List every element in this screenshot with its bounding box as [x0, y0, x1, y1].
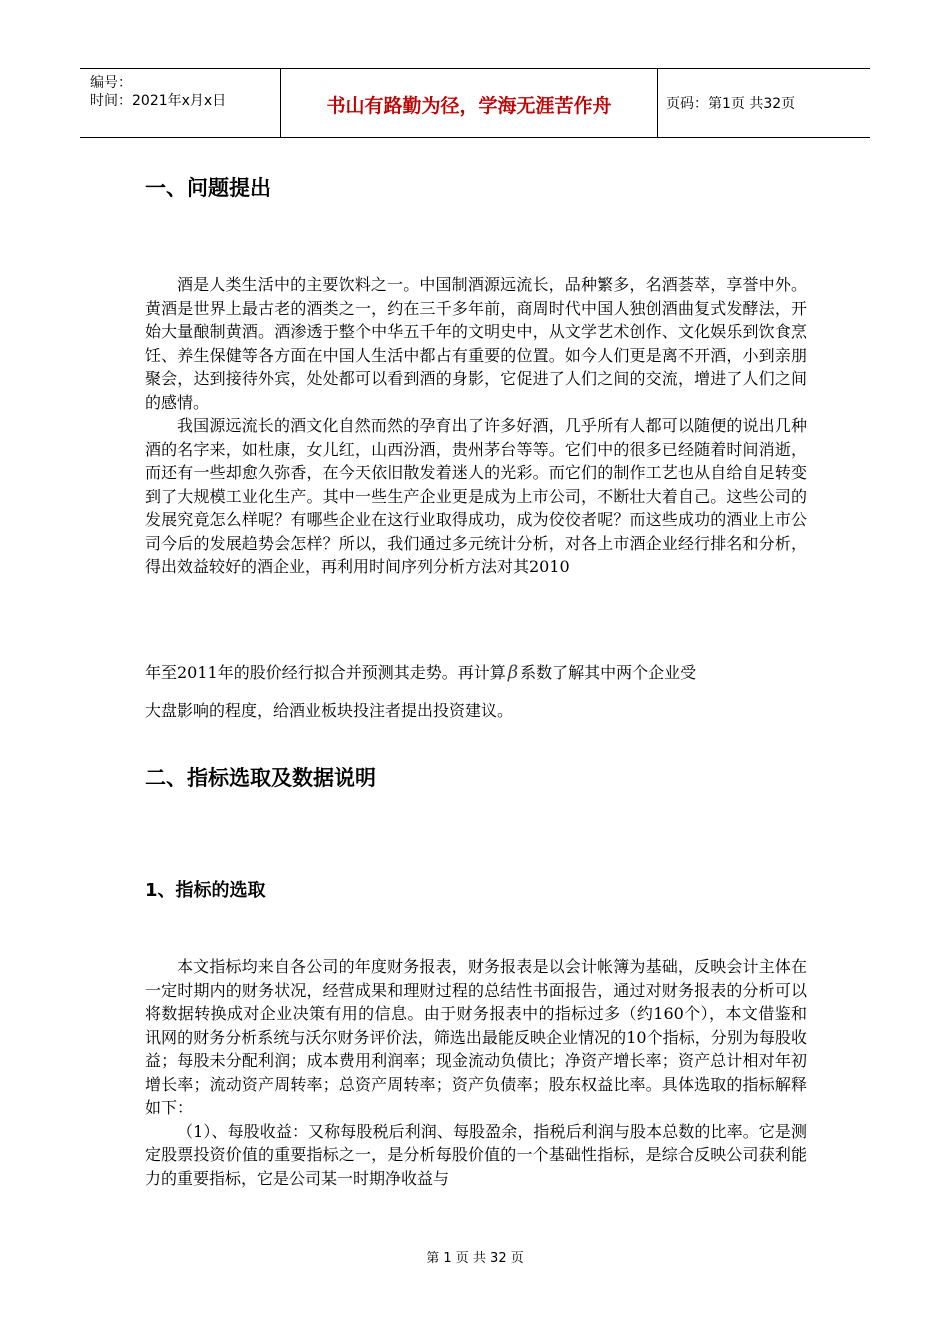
text-run: 系数了解其中两个企业受: [520, 663, 697, 682]
page-footer: 第 1 页 共 32 页: [426, 1251, 524, 1266]
header-meta-cell: [80, 69, 281, 137]
paragraph: 本文指标均来自各公司的年度财务报表，财务报表是以会计帐簿为基础，反映会计主体在一定时期内的财务状况，经营成果和理财过程的总结性书面报告，通过对财务报表的分析可以将数据转换成对企业决策有用的信息。由于财务报表中的指标过多（约160个），本文借鉴和讯网的财务分析系统与沃尔财务评价法，筛选出最能反映企业情况的10个指标，分别为每股收益；每股未分配利润；成本费用利润率；现金流动负债比；净资产增长率；资产总计相对年初增长率；流动资产周转率；总资产周转率；资产负债率；股东权益比率。具体选取的指标解释如下：: [145, 957, 807, 1117]
paragraph-line: [145, 658, 807, 688]
text-run: 年至2011年的股价经行拟合并预测其走势。再计算: [145, 663, 506, 682]
subsection-1-title: 1、指标的选取: [145, 880, 266, 901]
paragraph-line: 大盘影响的程度，给酒业板块投注者提出投资建议。: [145, 701, 514, 720]
header-motto-cell: [281, 69, 658, 137]
section-1-title: 一、问题提出: [145, 176, 271, 200]
beta-symbol: β: [507, 662, 519, 683]
section-1-body-cont: [145, 658, 807, 726]
motto: 书山有路勤为径，学海无涯苦作舟: [326, 95, 612, 117]
section-1-body: [145, 273, 807, 579]
section-2-title: 二、指标选取及数据说明: [145, 766, 376, 790]
paragraph: 我国源远流长的酒文化自然而然的孕育出了许多好酒，几乎所有人都可以随便的说出几种酒的名字来，如杜康，女儿红，山西汾酒，贵州茅台等等。它们中的很多已经随着时间消逝，而还有一些却愈久弥香，在今天依旧散发着迷人的光彩。而它们的制作工艺也从自给自足转变到了大规模工业化生产。其中一些生产企业更是成为上市公司，不断壮大着自己。这些公司的发展究竟怎么样呢？有哪些企业在这行业取得成功，成为佼佼者呢？而这些成功的酒业上市公司今后的发展趋势会怎样？所以，我们通过多元统计分析，对各上市酒企业经行排名和分析，得出效益较好的酒企业，再利用时间序列分析方法对其2010: [145, 416, 807, 576]
paragraph: （1）、每股收益：又称每股税后利润、每股盈余，指税后利润与股本总数的比率。它是测定股票投资价值的重要指标之一，是分析每股价值的一个基础性指标，是综合反映公司获利能力的重要指标，它是公司某一时期净收益与: [145, 1121, 807, 1188]
header-page-cell: [658, 69, 870, 137]
time-label: 时间：2021年x月x日: [90, 93, 227, 109]
page-info: 页码：第1页 共32页: [666, 96, 796, 112]
paragraph: 酒是人类生活中的主要饮料之一。中国制酒源远流长，品种繁多，名酒荟萃，享誉中外。黄酒是世界上最古老的酒类之一，约在三千多年前，商周时代中国人独创酒曲复式发酵法，开始大量酿制黄酒。酒渗透于整个中华五千年的文明史中，从文学艺术创作、文化娱乐到饮食烹饪、养生保健等各方面在中国人生活中都占有重要的位置。如今人们更是离不开酒，小到亲朋聚会，达到接待外宾，处处都可以看到酒的身影，它促进了人们之间的交流，增进了人们之间的感情。: [145, 275, 807, 412]
document-header: [80, 68, 870, 138]
section-2-body: [145, 955, 807, 1190]
number-label: 编号：: [90, 75, 132, 91]
